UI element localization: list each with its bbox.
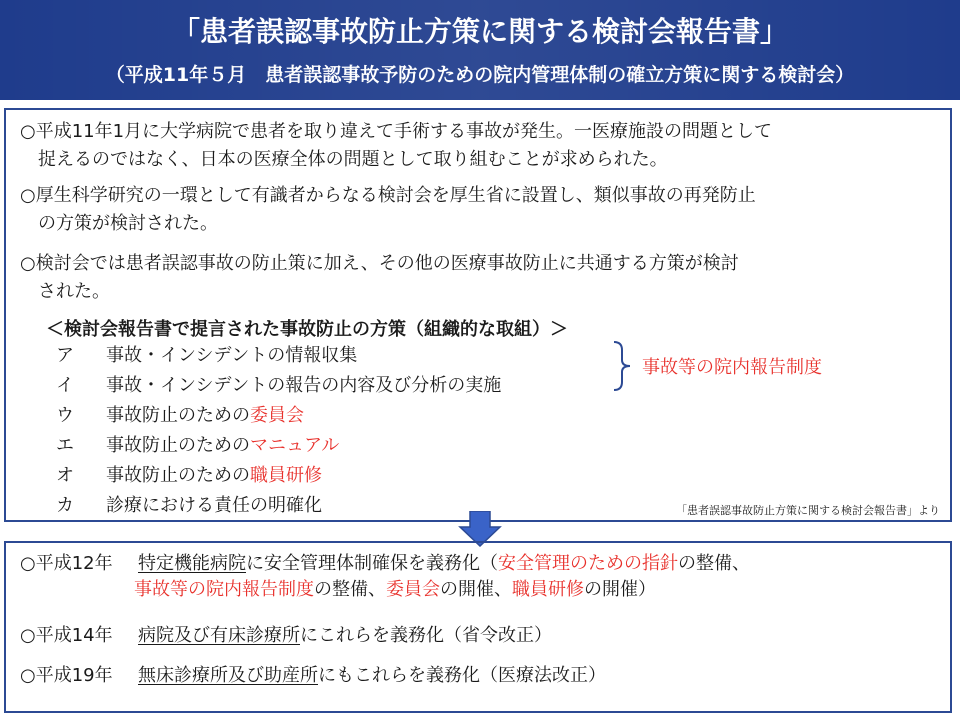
paragraph-study-group-line2: の方策が検討された。 — [38, 213, 218, 234]
right-brace-icon — [606, 340, 636, 392]
page-subtitle: （平成11年５月 患者誤認事故予防のための院内管理体制の確立方策に関する検討会） — [105, 64, 855, 86]
measures-sub-heading: ＜検討会報告書で提言された事故防止の方策（組織的な取組）＞ — [46, 319, 568, 340]
measure-text: 事故・インシデントの報告の内容及び分析の実施 — [106, 375, 502, 396]
measure-marker: オ — [56, 465, 74, 486]
result-target: 無床診療所及び助産所 — [138, 665, 318, 686]
result-text: に安全管理体制確保を義務化（ — [246, 553, 498, 574]
measure-item — [56, 462, 322, 490]
result-text: の開催） — [584, 579, 656, 600]
measure-text: 事故防止のための — [106, 465, 250, 486]
measure-text: 事故・インシデントの情報収集 — [106, 345, 358, 366]
reporting-system-label: 事故等の院内報告制度 — [642, 357, 822, 378]
paragraph-incident — [20, 118, 940, 174]
result-highlight: 安全管理のための指針 — [498, 553, 678, 574]
measure-marker: エ — [56, 435, 74, 456]
result-year: ○平成19年 — [20, 665, 113, 686]
result-target: 特定機能病院 — [138, 553, 246, 574]
result-row-2002 — [20, 623, 552, 649]
measure-highlight: 委員会 — [250, 405, 304, 426]
paragraph-incident-line1: ○平成11年1月に大学病院で患者を取り違えて手術する事故が発生。一医療施設の問題として — [20, 121, 773, 142]
measure-text: 事故防止のための — [106, 435, 250, 456]
result-highlight: 職員研修 — [512, 579, 584, 600]
paragraph-measures-line1: ○検討会では患者誤認事故の防止策に加え、その他の医療事故防止に共通する方策が検討 — [20, 253, 739, 274]
paragraph-measures — [20, 250, 940, 306]
paragraph-incident-line2: 捉えるのではなく、日本の医療全体の問題として取り組むことが求められた。 — [38, 149, 668, 170]
measure-item — [56, 372, 501, 400]
results-box — [4, 541, 952, 713]
result-year: ○平成14年 — [20, 625, 113, 646]
measure-item — [56, 432, 339, 460]
paragraph-study-group-line1: ○厚生科学研究の一環として有識者からなる検討会を厚生省に設置し、類似事故の再発防止 — [20, 185, 756, 206]
result-highlight: 委員会 — [386, 579, 440, 600]
measure-text: 診療における責任の明確化 — [106, 495, 322, 516]
paragraph-measures-line2: された。 — [38, 281, 110, 302]
result-text: の開催、 — [440, 579, 512, 600]
result-text: にもこれらを義務化（医療法改正） — [318, 665, 606, 686]
measure-item — [56, 492, 322, 520]
measure-marker: カ — [56, 495, 74, 516]
measure-item — [56, 402, 304, 430]
measure-highlight: マニュアル — [250, 435, 340, 456]
measure-marker: ウ — [56, 405, 74, 426]
summary-box — [4, 108, 952, 522]
measure-text: 事故防止のための — [106, 405, 250, 426]
measure-marker: イ — [56, 375, 74, 396]
measure-marker: ア — [56, 345, 74, 366]
result-row-2007 — [20, 663, 606, 689]
result-text: にこれらを義務化（省令改正） — [300, 625, 552, 646]
paragraph-study-group — [20, 182, 940, 238]
result-row-2000 — [20, 551, 750, 577]
page-title: 「患者誤認事故防止方策に関する検討会報告書」 — [171, 15, 788, 48]
header-banner — [0, 0, 960, 100]
measure-highlight: 職員研修 — [250, 465, 322, 486]
result-text: の整備、 — [678, 553, 750, 574]
result-year: ○平成12年 — [20, 553, 113, 574]
source-citation: 「患者誤認事故防止方策に関する検討会報告書」より — [676, 504, 940, 517]
result-highlight: 事故等の院内報告制度 — [134, 579, 314, 600]
result-text: の整備、 — [314, 579, 386, 600]
result-target: 病院及び有床診療所 — [138, 625, 300, 646]
measure-item — [56, 342, 357, 370]
result-row-2000-cont — [134, 577, 656, 603]
